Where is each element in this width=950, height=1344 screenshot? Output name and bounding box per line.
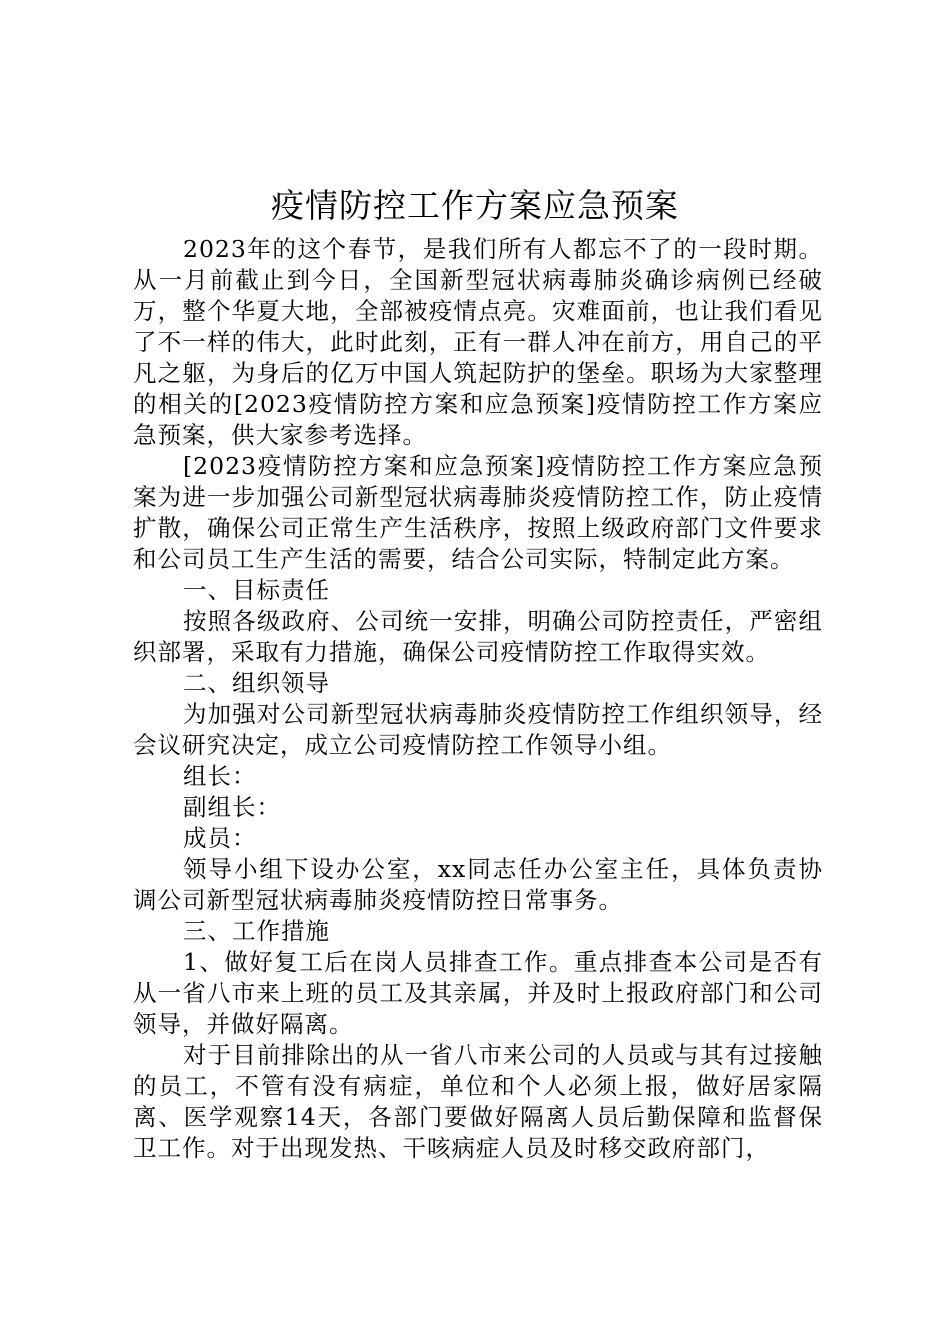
- members-line: 成员：: [183, 824, 257, 852]
- paragraph-office: 领导小组下设办公室，xx同志任办公室主任，具体负责协调公司新型冠状病毒肺炎疫情防控日常事务。: [133, 855, 823, 914]
- document-body: [133, 234, 823, 1164]
- paragraph-goals: 按照各级政府、公司统一安排，明确公司防控责任，严密组织部署，采取有力措施，确保公司疫情防控工作取得实效。: [133, 607, 823, 666]
- section-heading-measures: 三、工作措施: [183, 917, 330, 945]
- paragraph-isolation: 对于目前排除出的从一省八市来公司的人员或与其有过接触的员工，不管有没有病症，单位和个人必须上报，做好居家隔离、医学观察14天，各部门要做好隔离人员后勤保障和监督保卫工作。对于出现发热、干咳病症人员及时移交政府部门，: [133, 1041, 823, 1162]
- paragraph-leadership: 为加强对公司新型冠状病毒肺炎疫情防控工作组织领导，经会议研究决定，成立公司疫情防控工作领导小组。: [133, 700, 823, 759]
- document-title: 疫情防控工作方案应急预案: [271, 186, 679, 225]
- section-heading-leadership: 二、组织领导: [183, 669, 330, 697]
- paragraph-measure-1: 1、做好复工后在岗人员排查工作。重点排查本公司是否有从一省八市来上班的员工及其亲属，并及时上报政府部门和公司领导，并做好隔离。: [133, 948, 823, 1038]
- paragraph-purpose: [2023疫情防控方案和应急预案]疫情防控工作方案应急预案为进一步加强公司新型冠状病毒肺炎疫情防控工作，防止疫情扩散，确保公司正常生产生活秩序，按照上级政府部门文件要求和公司员工生产生活的需要，结合公司实际，特制定此方案。: [133, 452, 823, 573]
- section-heading-goals: 一、目标责任: [183, 576, 330, 604]
- paragraph-intro: 2023年的这个春节，是我们所有人都忘不了的一段时期。从一月前截止到今日，全国新型冠状病毒肺炎确诊病例已经破万，整个华夏大地，全部被疫情点亮。灾难面前，也让我们看见了不一样的伟大，此时此刻，正有一群人冲在前方，用自己的平凡之躯，为身后的亿万中国人筑起防护的堡垒。职场为大家整理的相关的[2023疫情防控方案和应急预案]疫情防控工作方案应急预案，供大家参考选择。: [133, 235, 823, 449]
- deputy-leader-line: 副组长：: [183, 793, 281, 821]
- leader-line: 组长：: [183, 762, 257, 790]
